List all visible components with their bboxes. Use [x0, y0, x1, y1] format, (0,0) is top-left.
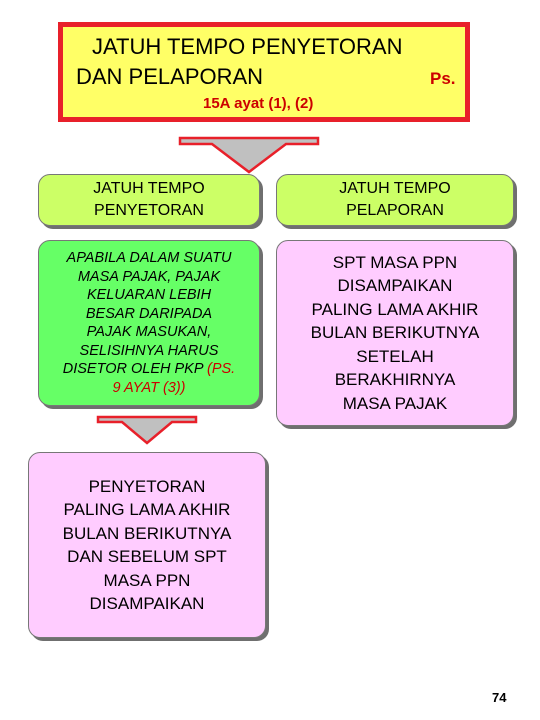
header-box-penyetoran	[38, 174, 260, 226]
deposit-deadline-line-4: DAN SEBELUM SPT	[67, 547, 227, 566]
header-box-pelaporan	[276, 174, 514, 226]
title-line-1: JATUH TEMPO PENYETORAN	[92, 34, 403, 59]
reporting-rule-box	[276, 240, 514, 426]
reporting-rule-line-7: MASA PAJAK	[342, 393, 448, 413]
header-pelaporan-line-2: PELAPORAN	[346, 202, 444, 219]
payment-rule-reference-cont: 9 AYAT (3))	[112, 379, 186, 396]
payment-rule-line-4: BESAR DARIPADA	[85, 305, 213, 322]
header-penyetoran-line-2: PENYETORAN	[94, 202, 204, 219]
reporting-rule-line-6: BERAKHIRNYA	[334, 370, 456, 390]
header-penyetoran-line-1: JATUH TEMPO	[93, 180, 205, 197]
payment-rule-line-6: SELISIHNYA HARUS	[79, 342, 219, 359]
payment-rule-line-7-text: DISETOR OLEH PKP	[62, 361, 208, 377]
payment-rule-line-5: PAJAK MASUKAN,	[86, 324, 212, 340]
payment-rule-line-1: APABILA DALAM SUATU	[66, 250, 232, 266]
payment-rule-line-7	[63, 360, 235, 379]
payment-rule-box	[38, 240, 260, 406]
deposit-deadline-box	[28, 452, 266, 638]
reporting-rule-line-2: DISAMPAIKAN	[337, 276, 453, 296]
payment-rule-line-3: KELUARAN LEBIH	[86, 287, 212, 303]
title-reference: 15A ayat (1), (2)	[203, 95, 314, 112]
deposit-deadline-line-2: PALING LAMA AKHIR	[63, 500, 231, 519]
reporting-rule-line-4: BULAN BERIKUTNYA	[310, 323, 480, 343]
deposit-deadline-line-3: BULAN BERIKUTNYA	[62, 523, 232, 543]
page-number: 74	[492, 690, 507, 705]
deposit-deadline-line-5: MASA PPN	[103, 570, 191, 590]
deposit-deadline-line-6: DISAMPAIKAN	[89, 594, 205, 613]
reporting-rule-line-5: SETELAH	[356, 346, 434, 366]
reporting-rule-line-3: PALING LAMA AKHIR	[311, 299, 479, 319]
reporting-rule-line-1: SPT MASA PPN	[332, 252, 458, 272]
title-line-2: DAN PELAPORAN	[76, 64, 264, 89]
deposit-deadline-line-1: PENYETORAN	[88, 476, 206, 496]
payment-rule-reference: (PS.	[207, 361, 236, 377]
down-arrow-icon	[96, 415, 198, 445]
header-pelaporan-line-1: JATUH TEMPO	[339, 180, 451, 197]
down-arrow-icon	[178, 135, 320, 175]
title-ps: Ps.	[430, 69, 456, 88]
payment-rule-line-2: MASA PAJAK, PAJAK	[77, 268, 221, 285]
